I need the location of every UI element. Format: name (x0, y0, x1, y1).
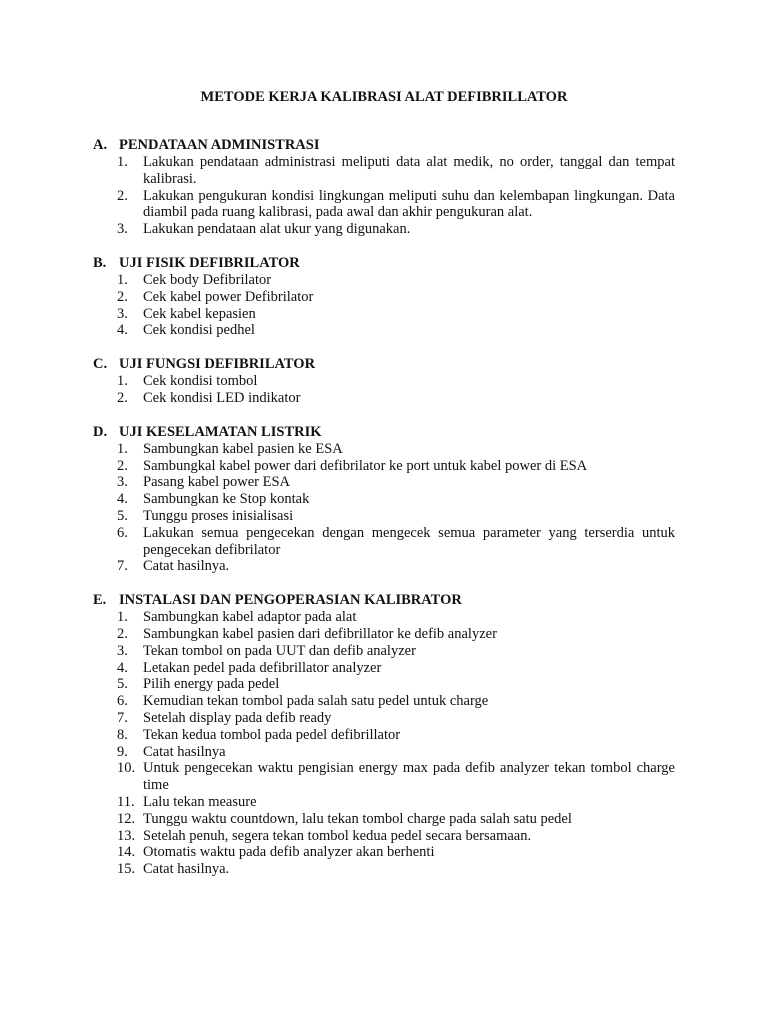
section-letter: A. (93, 137, 108, 153)
list-item (117, 861, 675, 878)
section-letter: D. (93, 423, 108, 440)
list-item (117, 660, 675, 677)
list-item (117, 154, 675, 188)
item-text: Catat hasilnya (143, 743, 226, 760)
item-number: 15. (117, 861, 136, 878)
item-number: 1. (117, 271, 128, 288)
list-item (117, 221, 675, 238)
item-text: Kemudian tekan tombol pada salah satu pedel untuk charge (143, 693, 489, 710)
item-number: 4. (117, 491, 128, 508)
item-number: 6. (117, 524, 128, 541)
section-letter: E. (93, 592, 107, 609)
item-number: 13. (117, 827, 136, 844)
list-item (117, 322, 675, 339)
step-list (93, 154, 675, 238)
document-body (93, 137, 675, 895)
list-item (117, 710, 675, 727)
item-number: 5. (117, 676, 128, 693)
item-text: Tunggu waktu countdown, lalu tekan tombol charge pada salah satu pedel (143, 810, 572, 827)
item-number: 9. (117, 743, 128, 760)
list-item (117, 794, 675, 811)
item-number: 7. (117, 709, 128, 726)
section-heading (93, 137, 675, 154)
list-item (117, 744, 675, 761)
step-list (93, 272, 675, 339)
step-list (93, 373, 675, 407)
item-text: Untuk pengecekan waktu pengisian energy max pada defib analyzer tekan tombol charge time (143, 760, 675, 794)
item-text: Lakukan pengukuran kondisi lingkungan meliputi suhu dan kelembapan lingkungan. Data diambil pada ruang kalibrasi, pada awal dan akhir pengukuran alat. (143, 187, 675, 221)
item-text: Sambungkal kabel power dari defibrilator ke port untuk kabel power di ESA (143, 457, 588, 474)
item-number: 3. (117, 642, 128, 659)
step-list (93, 441, 675, 575)
item-text: Lalu tekan measure (143, 793, 257, 810)
item-text: Pilih energy pada pedel (143, 676, 280, 693)
item-text: Sambungkan kabel pasien dari defibrillator ke defib analyzer (143, 625, 497, 642)
section-heading (93, 592, 675, 609)
list-item (117, 525, 675, 559)
list-item (117, 390, 675, 407)
section-title: UJI FISIK DEFIBRILATOR (119, 254, 300, 271)
item-text: Tekan kedua tombol pada pedel defibrillator (143, 726, 401, 743)
item-text: Cek kabel kepasien (143, 305, 256, 322)
item-text: Cek kondisi LED indikator (143, 389, 301, 406)
item-number: 3. (117, 474, 128, 491)
list-item (117, 609, 675, 626)
list-item (117, 373, 675, 390)
item-number: 3. (117, 221, 128, 238)
list-item (117, 558, 675, 575)
item-text: Cek kondisi tombol (143, 373, 258, 390)
section-heading (93, 356, 675, 373)
item-number: 8. (117, 726, 128, 743)
item-text: Lakukan semua pengecekan dengan mengecek semua parameter yang terserdia untuk pengecekan defibrilator (143, 524, 675, 558)
item-number: 2. (117, 187, 128, 204)
item-text: Setelah penuh, segera tekan tombol kedua pedel secara bersamaan. (143, 827, 532, 844)
section-heading (93, 255, 675, 272)
list-item (117, 643, 675, 660)
item-text: Cek kabel power Defibrilator (143, 288, 314, 305)
section-letter: C. (93, 356, 108, 373)
item-text: Cek kondisi pedhel (143, 322, 255, 339)
item-number: 1. (117, 440, 128, 457)
list-item (117, 811, 675, 828)
item-text: Sambungkan kabel adaptor pada alat (143, 609, 357, 626)
item-text: Cek body Defibrilator (143, 271, 272, 288)
section-a (93, 137, 675, 238)
list-item (117, 508, 675, 525)
item-number: 5. (117, 507, 128, 524)
list-item (117, 760, 675, 794)
item-number: 1. (117, 609, 128, 626)
item-number: 10. (117, 760, 136, 777)
item-number: 3. (117, 305, 128, 322)
item-text: Otomatis waktu pada defib analyzer akan berhenti (143, 844, 435, 861)
list-item (117, 289, 675, 306)
item-text: Sambungkan kabel pasien ke ESA (143, 440, 343, 457)
item-text: Lakukan pendataan alat ukur yang digunakan. (143, 221, 411, 238)
item-text: Sambungkan ke Stop kontak (143, 491, 310, 508)
item-number: 11. (117, 793, 135, 810)
step-list (93, 609, 675, 878)
item-number: 4. (117, 659, 128, 676)
section-title: UJI FUNGSI DEFIBRILATOR (119, 356, 316, 373)
list-item (117, 491, 675, 508)
list-item (117, 727, 675, 744)
item-text: Pasang kabel power ESA (143, 474, 290, 491)
item-text: Letakan pedel pada defibrillator analyzer (143, 659, 382, 676)
item-text: Catat hasilnya. (143, 558, 230, 575)
item-text: Catat hasilnya. (143, 861, 230, 878)
item-text: Setelah display pada defib ready (143, 709, 332, 726)
item-number: 4. (117, 322, 128, 339)
list-item (117, 306, 675, 323)
section-title: PENDATAAN ADMINISTRASI (119, 137, 320, 153)
list-item (117, 272, 675, 289)
item-number: 2. (117, 457, 128, 474)
item-text: Tekan tombol on pada UUT dan defib analyzer (143, 642, 416, 659)
item-number: 2. (117, 288, 128, 305)
item-number: 1. (117, 154, 128, 170)
section-letter: B. (93, 254, 107, 271)
section-heading (93, 424, 675, 441)
list-item (117, 676, 675, 693)
document-title: METODE KERJA KALIBRASI ALAT DEFIBRILLATOR (200, 89, 568, 105)
section-b (93, 255, 675, 339)
list-item (117, 828, 675, 845)
item-number: 7. (117, 558, 128, 575)
list-item (117, 626, 675, 643)
section-title: UJI KESELAMATAN LISTRIK (119, 423, 322, 440)
section-c (93, 356, 675, 407)
list-item (117, 844, 675, 861)
list-item (117, 441, 675, 458)
section-title: INSTALASI DAN PENGOPERASIAN KALIBRATOR (119, 592, 462, 609)
item-text: Tunggu proses inisialisasi (143, 507, 294, 524)
item-number: 1. (117, 373, 128, 390)
item-number: 12. (117, 810, 136, 827)
item-number: 2. (117, 389, 128, 406)
item-text: Lakukan pendataan administrasi meliputi data alat medik, no order, tanggal dan tempat kalibrasi. (143, 154, 675, 187)
list-item (117, 474, 675, 491)
item-number: 2. (117, 625, 128, 642)
section-d (93, 424, 675, 575)
item-number: 14. (117, 844, 136, 861)
section-e (93, 592, 675, 878)
list-item (117, 188, 675, 222)
item-number: 6. (117, 693, 128, 710)
list-item (117, 458, 675, 475)
list-item (117, 693, 675, 710)
